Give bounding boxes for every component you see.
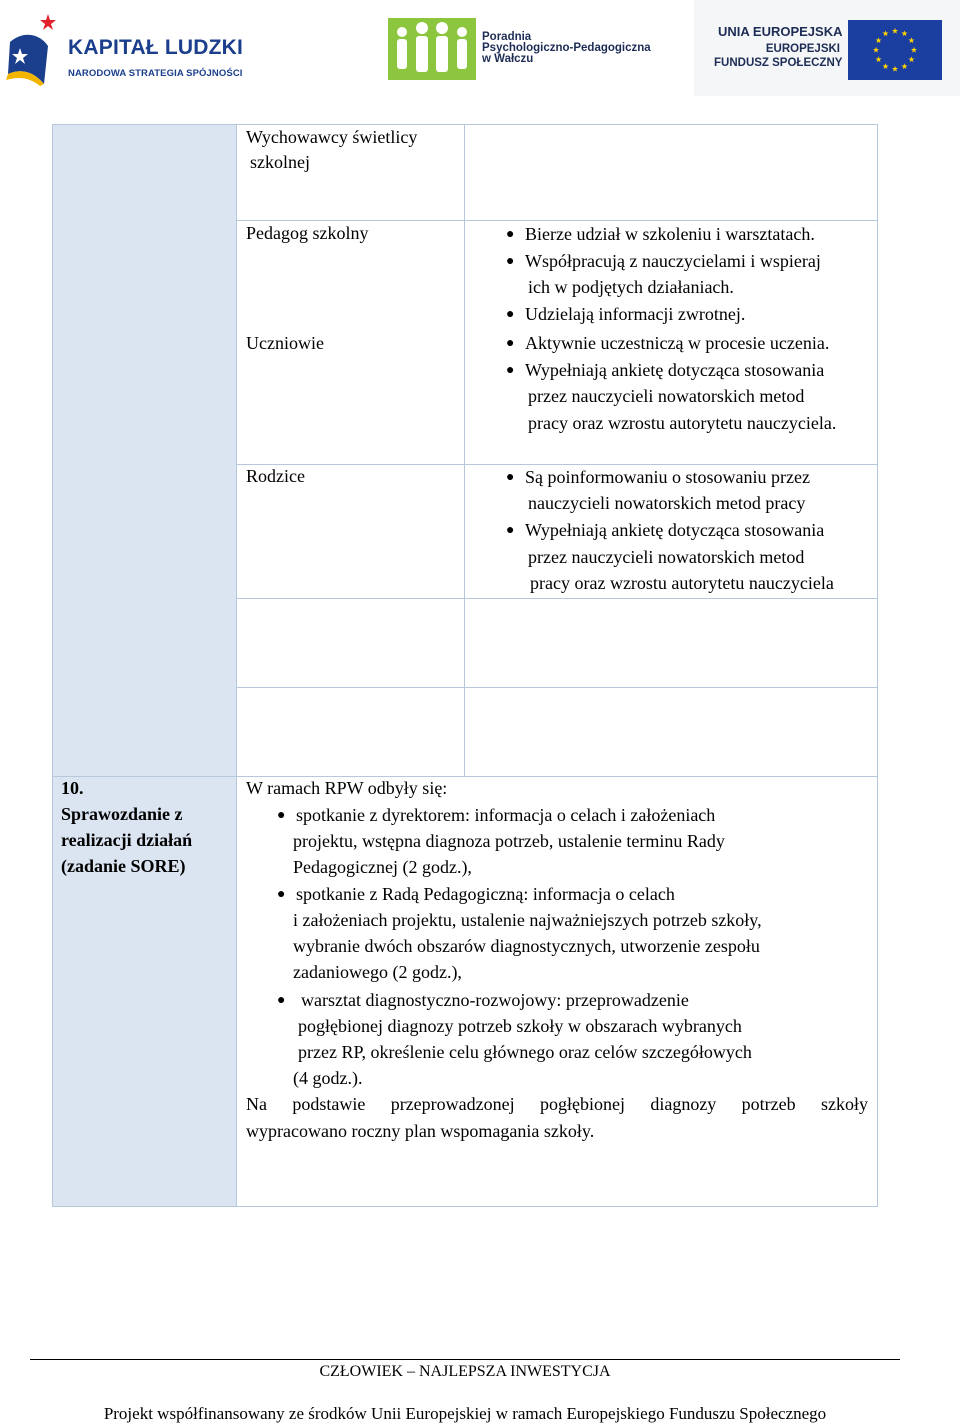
report-item-continuation: zadaniowego (2 godz.), [293, 962, 462, 982]
family-icon [388, 18, 476, 80]
label-column-background [52, 124, 236, 1207]
section-number: 10. [61, 778, 84, 798]
list-item: Bierze udział w szkoleniu i warsztatach. [525, 224, 815, 244]
poradnia-line-2: Psychologiczno-Pedagogiczna [482, 42, 651, 54]
bullet-icon: ● [277, 993, 286, 1008]
eu-line-2: EUROPEJSKI [765, 43, 840, 55]
role-column-divider [464, 124, 465, 776]
bullet-icon: ● [506, 336, 515, 351]
list-item-continuation: nauczycieli nowatorskich metod pracy [528, 493, 806, 513]
table-border-left [52, 124, 53, 1207]
role-wychowawcy-line-1: Wychowawcy świetlicy [246, 127, 418, 147]
poradnia-line-3: w Wałczu [482, 53, 534, 65]
list-item-continuation: pracy oraz wzrostu autorytetu nauczyciela. [528, 413, 837, 433]
bullet-icon: ● [506, 523, 515, 538]
list-item-continuation: przez nauczycieli nowatorskich metod [528, 386, 805, 406]
footer-funding-note: Projekt współfinansowany ze środków Unii Europejskiej w ramach Europejskiego Funduszu Społecznego [103, 1404, 827, 1423]
report-item-continuation: (4 godz.). [293, 1068, 363, 1088]
role-wychowawcy-line-2: szkolnej [250, 152, 310, 172]
row-divider-3 [236, 598, 878, 599]
list-item: Aktywnie uczestniczą w procesie uczenia. [525, 333, 830, 353]
list-item: Współpracują z nauczycielami i wspieraj [525, 251, 821, 271]
list-item-continuation: ich w podjętych działaniach. [528, 277, 734, 297]
bullet-icon: ● [506, 470, 515, 485]
report-item: spotkanie z Radą Pedagogiczną: informacja o celach [296, 884, 675, 904]
footer-rule [30, 1359, 900, 1360]
table-border-top [52, 124, 878, 125]
eu-star-icon [876, 56, 882, 62]
eu-fund-name [714, 42, 843, 70]
list-item: Wypełniają ankietę dotycząca stosowania [525, 520, 825, 540]
eu-title: UNIA EUROPEJSKA [718, 24, 843, 39]
role-uczniowie: Uczniowie [246, 333, 324, 353]
eu-star-icon [901, 30, 907, 36]
bullet-icon: ● [506, 254, 515, 269]
bullet-icon: ● [277, 808, 286, 823]
report-item: spotkanie z dyrektorem: informacja o celach i założeniach [296, 805, 716, 825]
report-item-continuation: przez RP, określenie celu głównego oraz celów szczegółowych [298, 1042, 752, 1062]
eu-star-icon [892, 66, 898, 72]
bullet-icon: ● [506, 307, 515, 322]
eu-star-icon [873, 47, 879, 53]
report-item-continuation: Pedagogicznej (2 godz.), [293, 857, 472, 877]
list-item: Są poinformowaniu o stosowaniu przez [525, 467, 810, 487]
report-item-continuation: pogłębionej diagnozy potrzeb szkoły w obszarach wybranych [298, 1016, 742, 1036]
row-divider-4 [236, 687, 878, 688]
section-title-line-2: realizacji działań [61, 830, 193, 850]
eu-star-icon [901, 63, 907, 69]
kapital-ludzki-emblem-icon [4, 12, 64, 88]
report-item: warsztat diagnostyczno-rozwojowy: przeprowadzenie [301, 990, 689, 1010]
list-item: Wypełniają ankietę dotycząca stosowania [525, 360, 825, 380]
bullet-icon: ● [277, 887, 286, 902]
poradnia-line-1: Poradnia [482, 31, 532, 43]
list-item-continuation: przez nauczycieli nowatorskich metod [528, 547, 805, 567]
label-column-divider [236, 124, 237, 1207]
eu-star-icon [882, 30, 888, 36]
report-conclusion-line-1: Na podstawie przeprowadzonej pogłębionej diagnozy potrzeb szkoły [246, 1094, 868, 1114]
section-title-line-1: Sprawozdanie z [61, 804, 183, 824]
eu-star-icon [882, 63, 888, 69]
section-title-line-3: (zadanie SORE) [61, 856, 186, 876]
kapital-ludzki-logo [4, 12, 244, 90]
eu-star-icon [908, 37, 914, 43]
activities-table [52, 124, 878, 1207]
report-item-continuation: projektu, wstępna diagnoza potrzeb, ustalenie terminu Rady [293, 831, 725, 851]
eu-line-3: FUNDUSZ SPOŁECZNY [714, 57, 843, 69]
poradnia-name [482, 32, 651, 65]
report-conclusion-line-2: wypracowano roczny plan wspomagania szkoły. [246, 1121, 595, 1141]
report-intro: W ramach RPW odbyły się: [246, 778, 448, 798]
eu-star-icon [892, 28, 898, 34]
list-item-continuation: pracy oraz wzrostu autorytetu nauczyciela [530, 573, 834, 593]
bullet-icon: ● [506, 227, 515, 242]
report-item-continuation: wybranie dwóch obszarów diagnostycznych, utworzenie zespołu [293, 936, 760, 956]
report-item-continuation: i założeniach projektu, ustalenie najważniejszych potrzeb szkoły, [293, 910, 762, 930]
poradnia-logo [388, 16, 668, 82]
eu-star-icon [908, 56, 914, 62]
role-pedagog: Pedagog szkolny [246, 223, 369, 243]
table-border-bottom [52, 1206, 878, 1207]
section-divider [52, 776, 878, 777]
kapital-ludzki-title: KAPITAŁ LUDZKI [68, 36, 244, 59]
eu-star-icon [876, 37, 882, 43]
table-border-right [877, 124, 878, 1207]
eu-logo [694, 0, 960, 96]
eu-star-icon [911, 47, 917, 53]
list-item: Udzielają informacji zwrotnej. [525, 304, 746, 324]
footer-slogan: CZŁOWIEK – NAJLEPSZA INWESTYCJA [319, 1363, 611, 1380]
bullet-icon: ● [506, 363, 515, 378]
role-rodzice: Rodzice [246, 466, 305, 486]
kapital-ludzki-subtitle: NARODOWA STRATEGIA SPÓJNOŚCI [68, 68, 243, 79]
eu-flag-icon [848, 20, 942, 80]
